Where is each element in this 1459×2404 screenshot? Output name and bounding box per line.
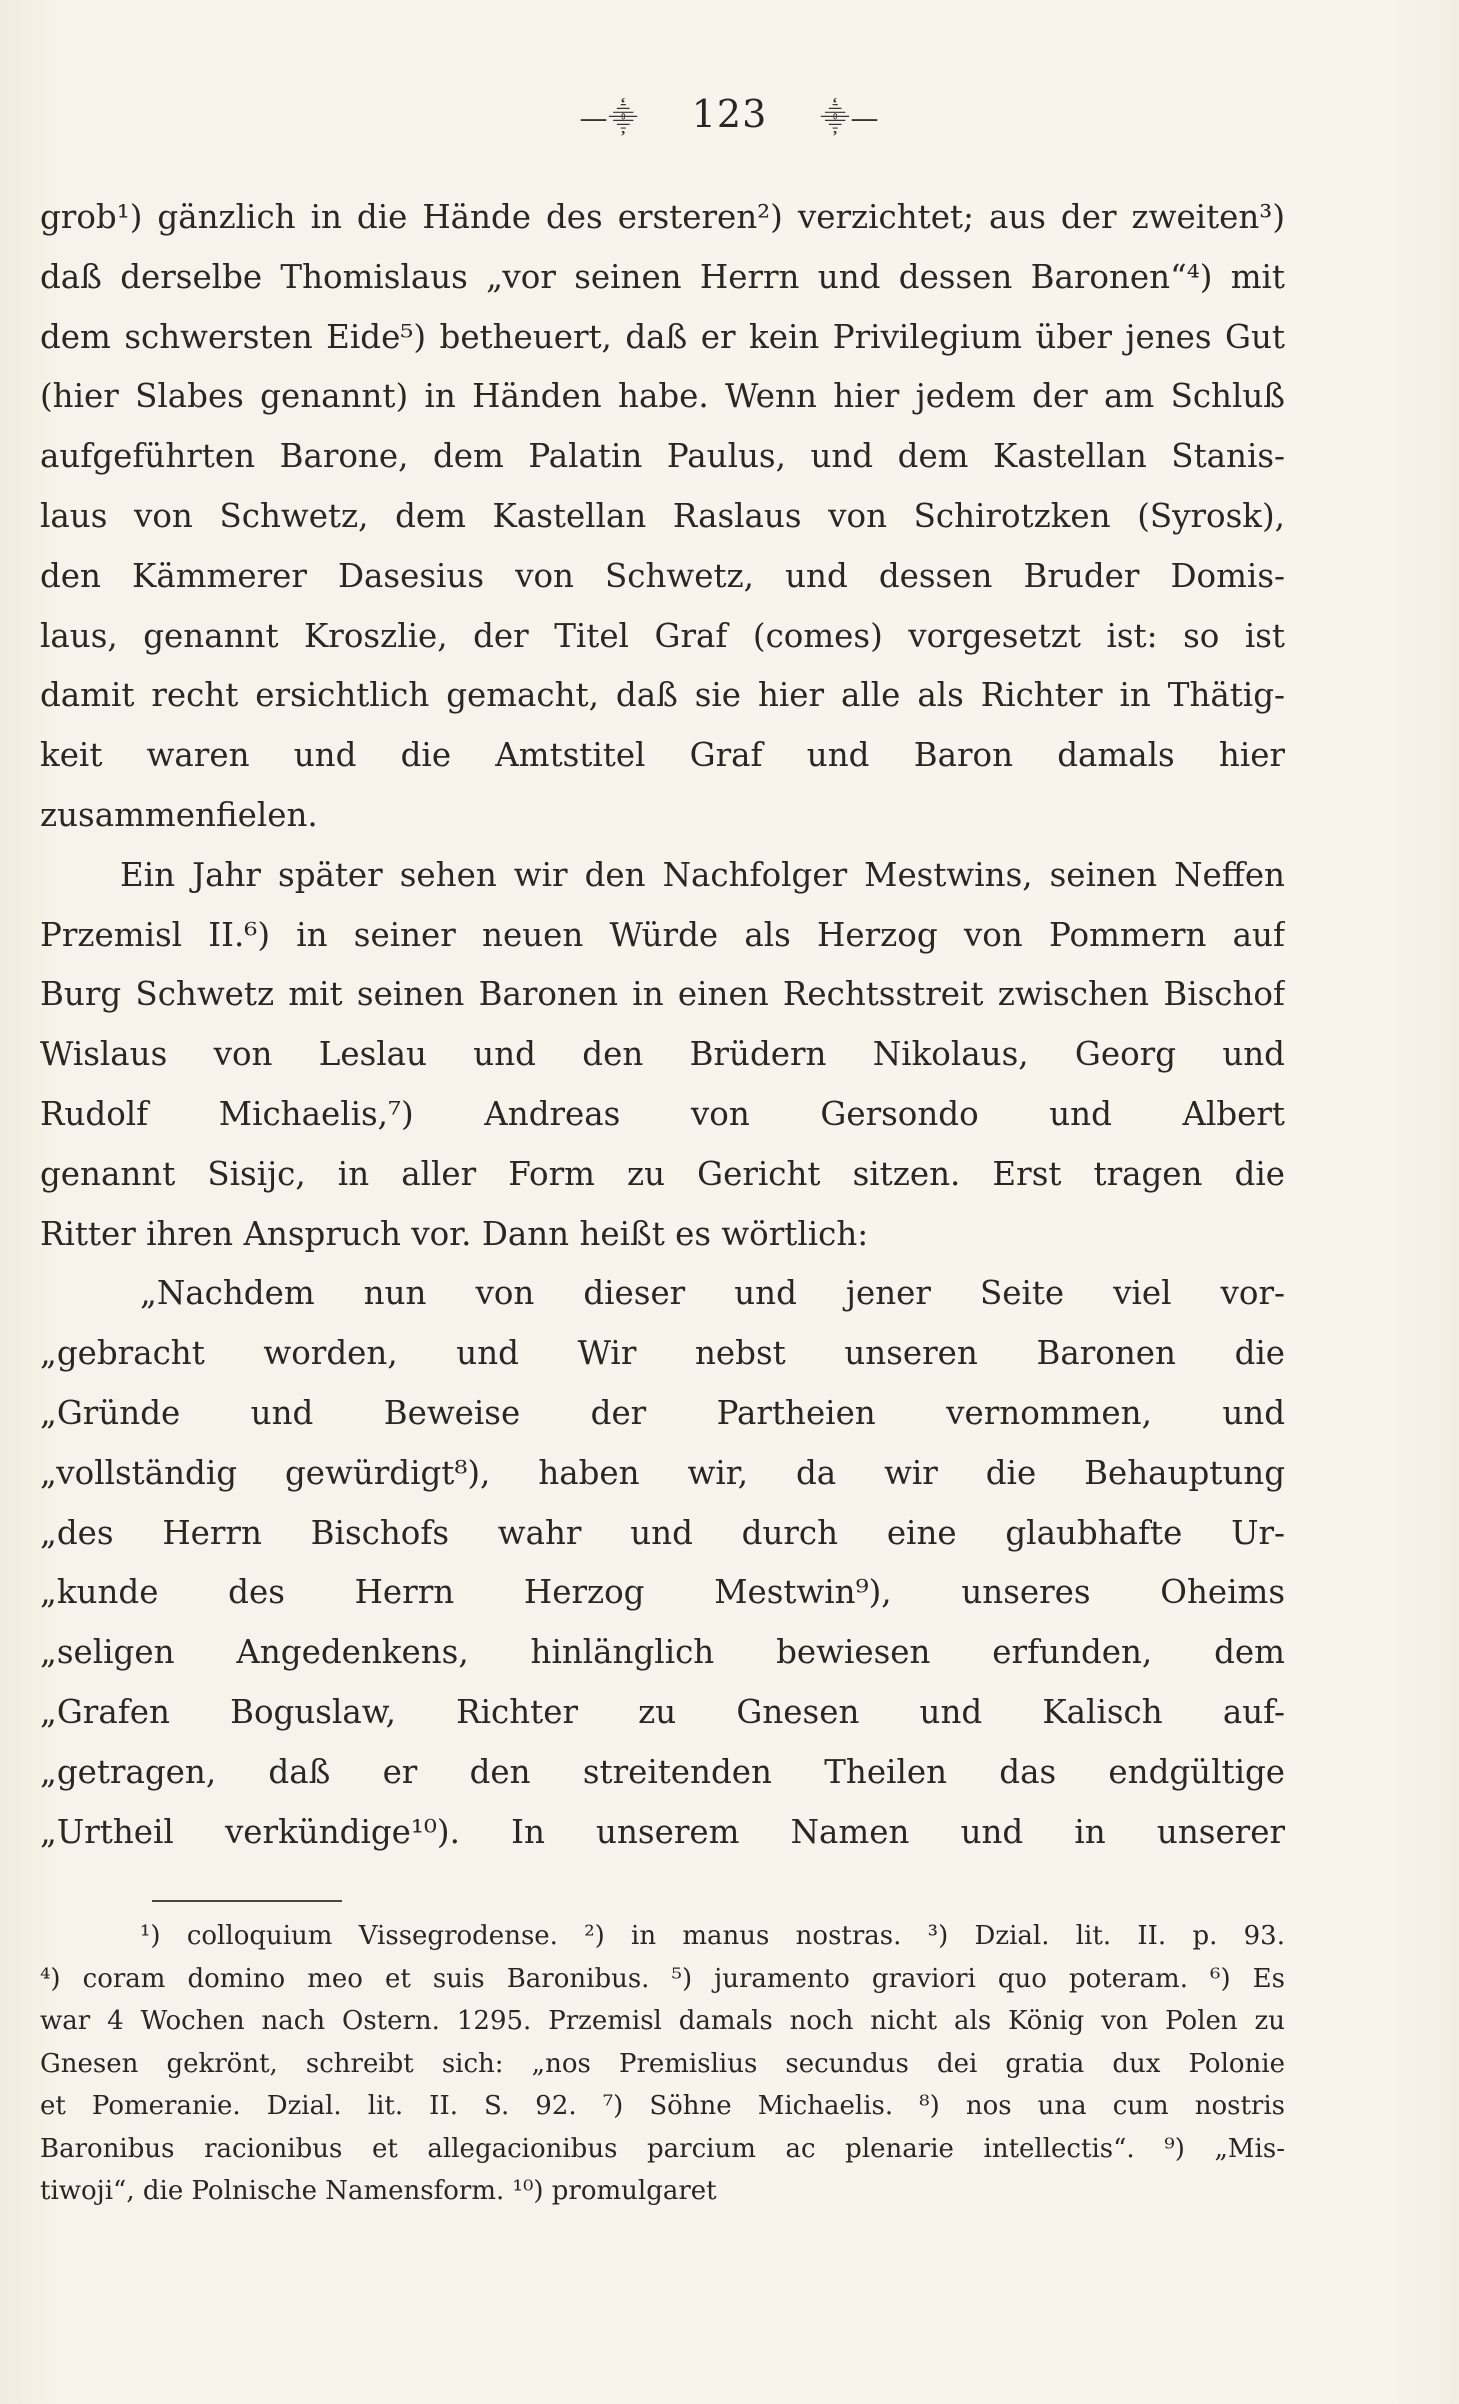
footnote-line: war 4 Wochen nach Ostern. 1295. Przemisl damals noch nicht als König von Polen zu (40, 2006, 1285, 2036)
quote-line: „Gründe und Beweise der Partheien vernommen, und (40, 1393, 1285, 1432)
text-line: keit waren und die Amtstitel Graf und Baron damals hier (40, 736, 1285, 775)
text-line: laus, genannt Kroszlie, der Titel Graf (comes) vorgesetzt ist: so ist (40, 616, 1285, 655)
text-line: damit recht ersichtlich gemacht, daß sie hier alle als Richter in Thätig- (40, 676, 1285, 715)
text-line: Wislaus von Leslau und den Brüdern Nikolaus, Georg und (40, 1035, 1285, 1074)
header-ornament-left: —⸎ (579, 101, 639, 135)
text-line: den Kämmerer Dasesius von Schwetz, und dessen Bruder Domis- (40, 556, 1285, 595)
footnote-line: Gnesen gekrönt, schreibt sich: „nos Premislius secundus dei gratia dux Polonie (40, 2048, 1285, 2079)
text-line: (hier Slabes genannt) in Händen habe. Wenn hier jedem der am Schluß (40, 377, 1285, 416)
text-line: daß derselbe Thomislaus „vor seinen Herrn und dessen Baronen“⁴) mit (40, 257, 1285, 296)
quote-line: „seligen Angedenkens, hinlänglich bewiesen erfunden, dem (40, 1633, 1285, 1672)
text-line: Burg Schwetz mit seinen Baronen in einen Rechtsstreit zwischen Bischof (40, 975, 1285, 1014)
quote-line: „Nachdem nun von dieser und jener Seite viel vor- (140, 1274, 1285, 1313)
footnote-divider (152, 1900, 342, 1902)
footnotes (40, 1915, 1285, 2213)
text-line: genannt Sisijc, in aller Form zu Gericht sitzen. Erst tragen die (40, 1154, 1285, 1193)
text-line: Ritter ihren Anspruch vor. Dann heißt es wörtlich: (40, 1214, 869, 1253)
text-line: Rudolf Michaelis,⁷) Andreas von Gersondo und Albert (40, 1094, 1285, 1133)
running-header (0, 92, 1459, 137)
header-ornament-right: ⸎— (820, 101, 880, 135)
quote-line: „Urtheil verkündige¹⁰). In unserem Namen und in unserer (40, 1812, 1285, 1851)
text-line: zusammenfielen. (40, 795, 318, 834)
quote-line: „Grafen Boguslaw, Richter zu Gnesen und Kalisch auf- (40, 1692, 1285, 1731)
main-text (40, 188, 1285, 1862)
text-line: laus von Schwetz, dem Kastellan Raslaus von Schirotzken (Syrosk), (40, 496, 1285, 535)
text-line: dem schwersten Eide⁵) betheuert, daß er kein Privilegium über jenes Gut (40, 317, 1285, 356)
quote-line: „kunde des Herrn Herzog Mestwin⁹), unseres Oheims (40, 1573, 1285, 1612)
quote-line: „vollständig gewürdigt⁸), haben wir, da wir die Behauptung (40, 1453, 1285, 1492)
text-line: Przemisl II.⁶) in seiner neuen Würde als Herzog von Pommern auf (40, 915, 1285, 954)
quote-line: „getragen, daß er den streitenden Theilen das endgültige (40, 1752, 1285, 1791)
quote-line: „des Herrn Bischofs wahr und durch eine glaubhafte Ur- (40, 1513, 1285, 1552)
footnote-line: Baronibus racionibus et allegacionibus parcium ac plenarie intellectis“. ⁹) „Mis- (40, 2133, 1285, 2164)
text-line: aufgeführten Barone, dem Palatin Paulus, und dem Kastellan Stanis- (40, 437, 1285, 476)
footnote-line: et Pomeranie. Dzial. lit. II. S. 92. ⁷) Söhne Michaelis. ⁸) nos una cum nostris (40, 2091, 1285, 2121)
page-number: 123 (691, 92, 768, 136)
footnote-line: ¹) colloquium Vissegrodense. ²) in manus nostras. ³) Dzial. lit. II. p. 93. (140, 1921, 1285, 1951)
footnote-line: tiwoji“, die Polnische Namensform. ¹⁰) promulgaret (40, 2176, 717, 2206)
text-line: Ein Jahr später sehen wir den Nachfolger Mestwins, seinen Neffen (120, 855, 1285, 894)
text-line: grob¹) gänzlich in die Hände des ersteren²) verzichtet; aus der zweiten³) (40, 198, 1285, 236)
quote-line: „gebracht worden, und Wir nebst unseren Baronen die (40, 1334, 1285, 1373)
footnote-line: ⁴) coram domino meo et suis Baronibus. ⁵) juramento graviori quo poteram. ⁶) Es (40, 1963, 1285, 1994)
